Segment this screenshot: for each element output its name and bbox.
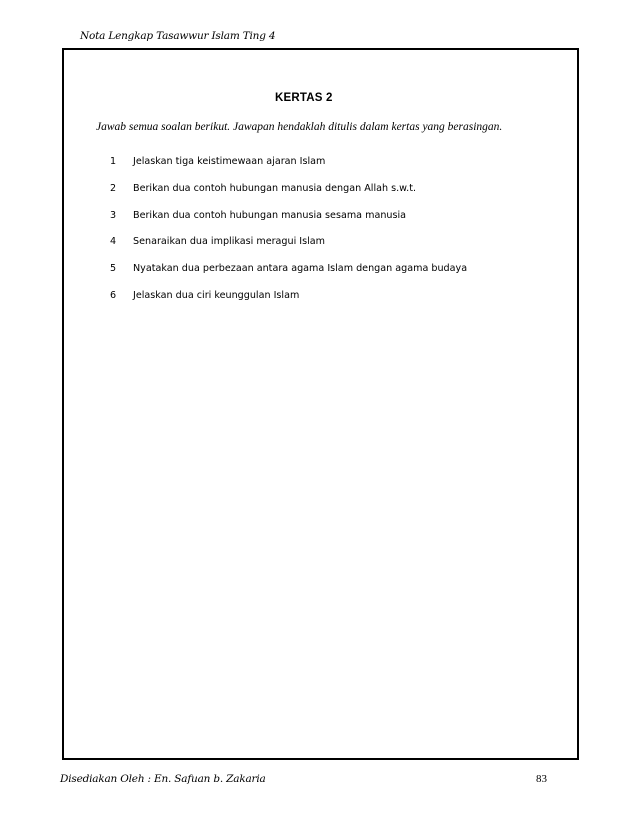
question-number: 2 [110, 182, 117, 194]
paper-title: KERTAS 2 [275, 92, 333, 104]
question-item [110, 263, 467, 290]
question-item [110, 183, 467, 210]
question-list [110, 156, 467, 317]
question-text: Jelaskan tiga keistimewaan ajaran Islam [133, 156, 326, 167]
question-item [110, 236, 467, 263]
question-text: Jelaskan dua ciri keunggulan Islam [133, 289, 300, 301]
question-item [110, 290, 467, 317]
footer-author: Disediakan Oleh : En. Safuan b. Zakaria [60, 773, 266, 785]
page-header: Nota Lengkap Tasawwur Islam Ting 4 [80, 30, 276, 42]
question-text: Nyatakan dua perbezaan antara agama Islam dengan agama budaya [133, 263, 468, 275]
question-item [110, 210, 467, 237]
question-item [110, 156, 467, 183]
paper-instruction: Jawab semua soalan berikut. Jawapan hendaklah ditulis dalam kertas yang berasingan. [96, 121, 503, 133]
question-text: Berikan dua contoh hubungan manusia sesama manusia [133, 209, 407, 221]
page-number: 83 [536, 773, 547, 785]
question-number: 6 [110, 289, 117, 301]
question-number: 3 [110, 209, 117, 221]
question-text: Senaraikan dua implikasi meragui Islam [133, 236, 326, 248]
question-number: 5 [110, 263, 117, 275]
question-number: 4 [110, 236, 117, 248]
question-text: Berikan dua contoh hubungan manusia dengan Allah s.w.t. [133, 182, 417, 194]
content-frame [62, 48, 579, 760]
question-number: 1 [110, 156, 117, 167]
